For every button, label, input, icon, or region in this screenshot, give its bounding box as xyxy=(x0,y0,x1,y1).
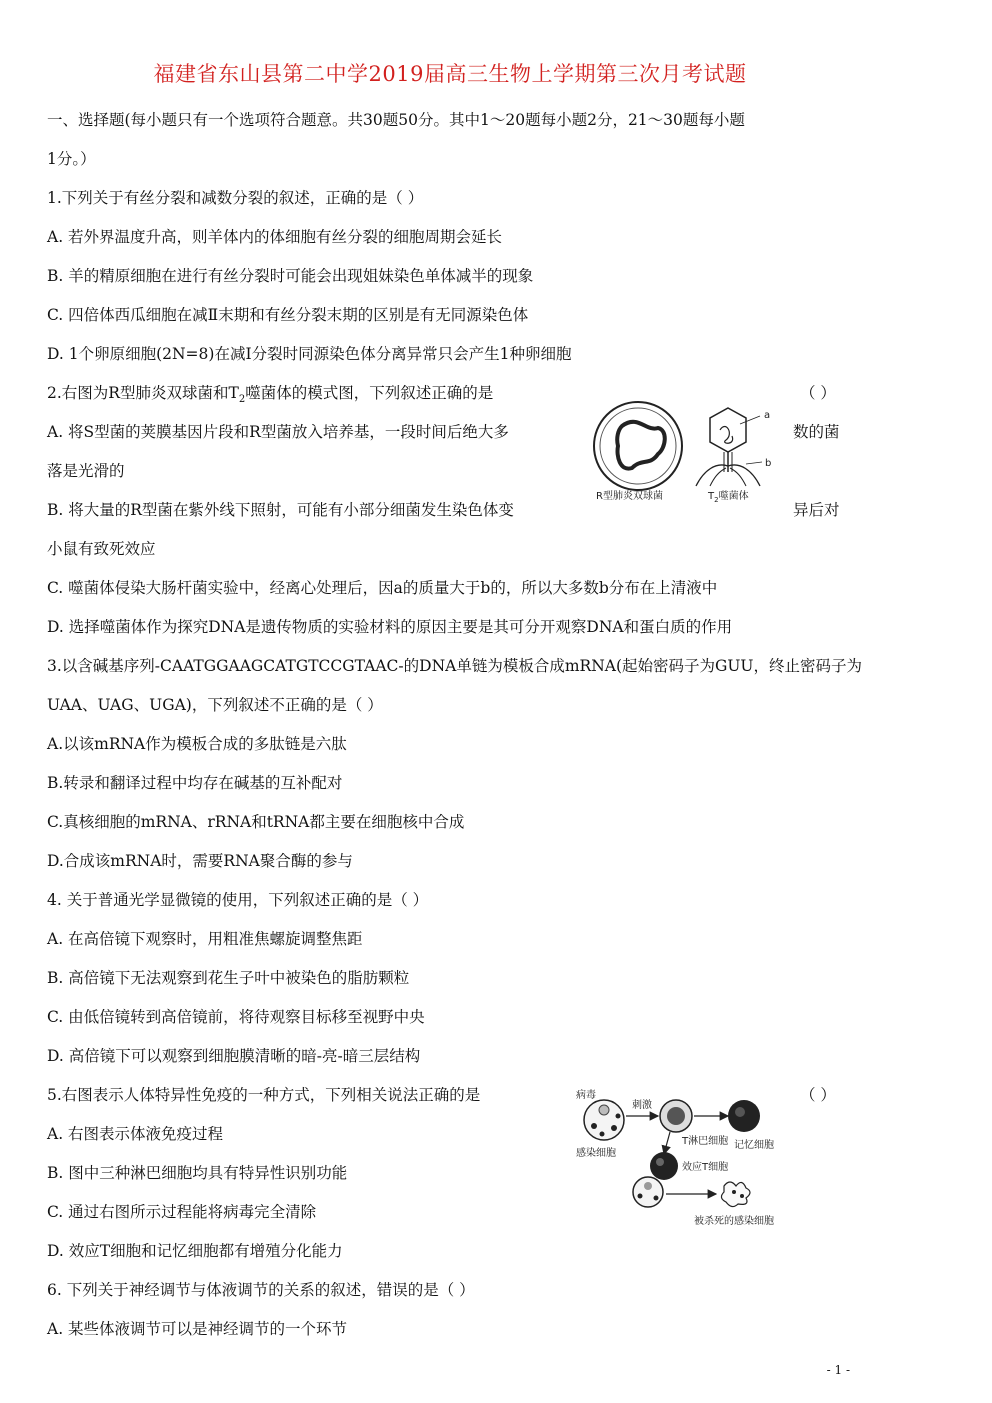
label-virus: 病毒 xyxy=(576,1090,596,1101)
memory-cell-drawing xyxy=(728,1100,760,1132)
q3-stem-line-2: UAA、UAG、UGA)，下列叙述不正确的是（ ） xyxy=(47,696,383,714)
q5-option-a: A. 右图表示体液免疫过程 xyxy=(47,1125,224,1143)
label-infected-cell: 感染细胞 xyxy=(576,1148,616,1159)
page-number: - 1 - xyxy=(826,1363,850,1377)
label-r-type-bacterium: R型肺炎双球菌 xyxy=(596,491,663,502)
q2-option-d: D. 选择噬菌体作为探究DNA是遗传物质的实验材料的原因主要是其可分开观察DNA和蛋白质的作用 xyxy=(47,618,733,636)
t-lymphocyte-drawing xyxy=(660,1100,692,1132)
q6-option-a: A. 某些体液调节可以是神经调节的一个环节 xyxy=(47,1320,348,1338)
q3-stem-line-1: 3.以含碱基序列-CAATGGAAGCATGTCCGTAAC-的DNA单链为模板合成mRNA(起始密码子为GUU，终止密码子为 xyxy=(47,657,863,675)
section-header-line-2: 1分。） xyxy=(47,150,96,168)
q2-answer-paren: （ ） xyxy=(800,384,836,402)
q4-option-b: B. 高倍镜下无法观察到花生子叶中被染色的脂肪颗粒 xyxy=(47,969,410,987)
effector-t-cell-drawing xyxy=(650,1152,678,1180)
label-effector-t-cell: 效应T细胞 xyxy=(682,1162,729,1173)
q3-option-d: D.合成该mRNA时，需要RNA聚合酶的参与 xyxy=(47,852,353,870)
t2-phage-drawing xyxy=(696,408,762,486)
label-memory-cell: 记忆细胞 xyxy=(734,1140,774,1151)
q5-option-c: C. 通过右图所示过程能将病毒完全清除 xyxy=(47,1203,317,1221)
q2-figure xyxy=(588,400,788,504)
label-killed-infected-cell: 被杀死的感染细胞 xyxy=(694,1216,774,1227)
q1-option-d: D. 1个卵原细胞(2N=8)在减Ⅰ分裂时同源染色体分离异常只会产生1种卵细胞 xyxy=(47,345,572,363)
q3-option-a: A.以该mRNA作为模板合成的多肽链是六肽 xyxy=(47,735,347,753)
killed-cell-fragments-drawing xyxy=(721,1182,750,1207)
r-type-bacterium-drawing xyxy=(594,402,682,490)
infected-cell-drawing xyxy=(584,1100,624,1140)
q1-option-a: A. 若外界温度升高，则羊体内的体细胞有丝分裂的细胞周期会延长 xyxy=(47,228,503,246)
q2-option-a-line-1-cont: 数的菌 xyxy=(793,423,840,441)
q5-option-b: B. 图中三种淋巴细胞均具有特异性识别功能 xyxy=(47,1164,348,1182)
q5-option-d: D. 效应T细胞和记忆细胞都有增殖分化能力 xyxy=(47,1242,343,1260)
q5-answer-paren: （ ） xyxy=(800,1086,836,1104)
page-title: 福建省东山县第二中学2019届高三生物上学期第三次月考试题 xyxy=(153,62,747,86)
q3-option-c: C.真核细胞的mRNA、rRNA和tRNA都主要在细胞核中合成 xyxy=(47,813,465,831)
q1-option-c: C. 四倍体西瓜细胞在减Ⅱ末期和有丝分裂末期的区别是有无同源染色体 xyxy=(47,306,529,324)
q4-option-d: D. 高倍镜下可以观察到细胞膜清晰的暗-亮-暗三层结构 xyxy=(47,1047,421,1065)
q2-option-a-line-1: A. 将S型菌的荚膜基因片段和R型菌放入培养基，一段时间后绝大多 xyxy=(47,423,509,441)
q2-option-b-line-1-cont: 异后对 xyxy=(793,501,840,519)
q1-option-b: B. 羊的精原细胞在进行有丝分裂时可能会出现姐妹染色单体减半的现象 xyxy=(47,267,534,285)
q2-stem: 2.右图为R型肺炎双球菌和$T_2$噬菌体的模式图，下列叙述正确的是 xyxy=(47,384,494,406)
q2-option-b-line-1: B. 将大量的R型菌在紫外线下照射，可能有小部分细菌发生染色体变 xyxy=(47,501,514,519)
q1-stem: 1.下列关于有丝分裂和减数分裂的叙述，正确的是（ ） xyxy=(47,189,424,207)
q2-option-a-line-2: 落是光滑的 xyxy=(47,462,125,480)
q2-option-b-line-2: 小鼠有致死效应 xyxy=(47,540,156,558)
q2-option-c: C. 噬菌体侵染大肠杆菌实验中，经离心处理后，因a的质量大于b的，所以大多数b分布在上清液中 xyxy=(47,579,718,597)
section-header-line-1: 一、选择题(每小题只有一个选项符合题意。共30题50分。其中1～20题每小题2分，21～30题每小题 xyxy=(47,111,745,129)
q4-option-c: C. 由低倍镜转到高倍镜前，将待观察目标移至视野中央 xyxy=(47,1008,425,1026)
q4-option-a: A. 在高倍镜下观察时，用粗准焦螺旋调整焦距 xyxy=(47,930,363,948)
label-t-lymphocyte: T淋巴细胞 xyxy=(682,1136,729,1147)
q6-stem: 6. 下列关于神经调节与体液调节的关系的叙述，错误的是（ ） xyxy=(47,1281,475,1299)
label-b: b xyxy=(765,458,772,469)
q5-immunity-figure xyxy=(572,1082,787,1230)
label-t2-phage: $T_2$噬菌体 xyxy=(708,491,749,504)
q4-stem: 4. 关于普通光学显微镜的使用，下列叙述正确的是（ ） xyxy=(47,891,429,909)
target-cell-drawing xyxy=(633,1177,663,1207)
q3-option-b: B.转录和翻译过程中均存在碱基的互补配对 xyxy=(47,774,343,792)
q5-stem: 5.右图表示人体特异性免疫的一种方式，下列相关说法正确的是 xyxy=(47,1086,481,1104)
label-a: a xyxy=(764,410,771,421)
label-stimulate: 刺激 xyxy=(632,1100,652,1111)
